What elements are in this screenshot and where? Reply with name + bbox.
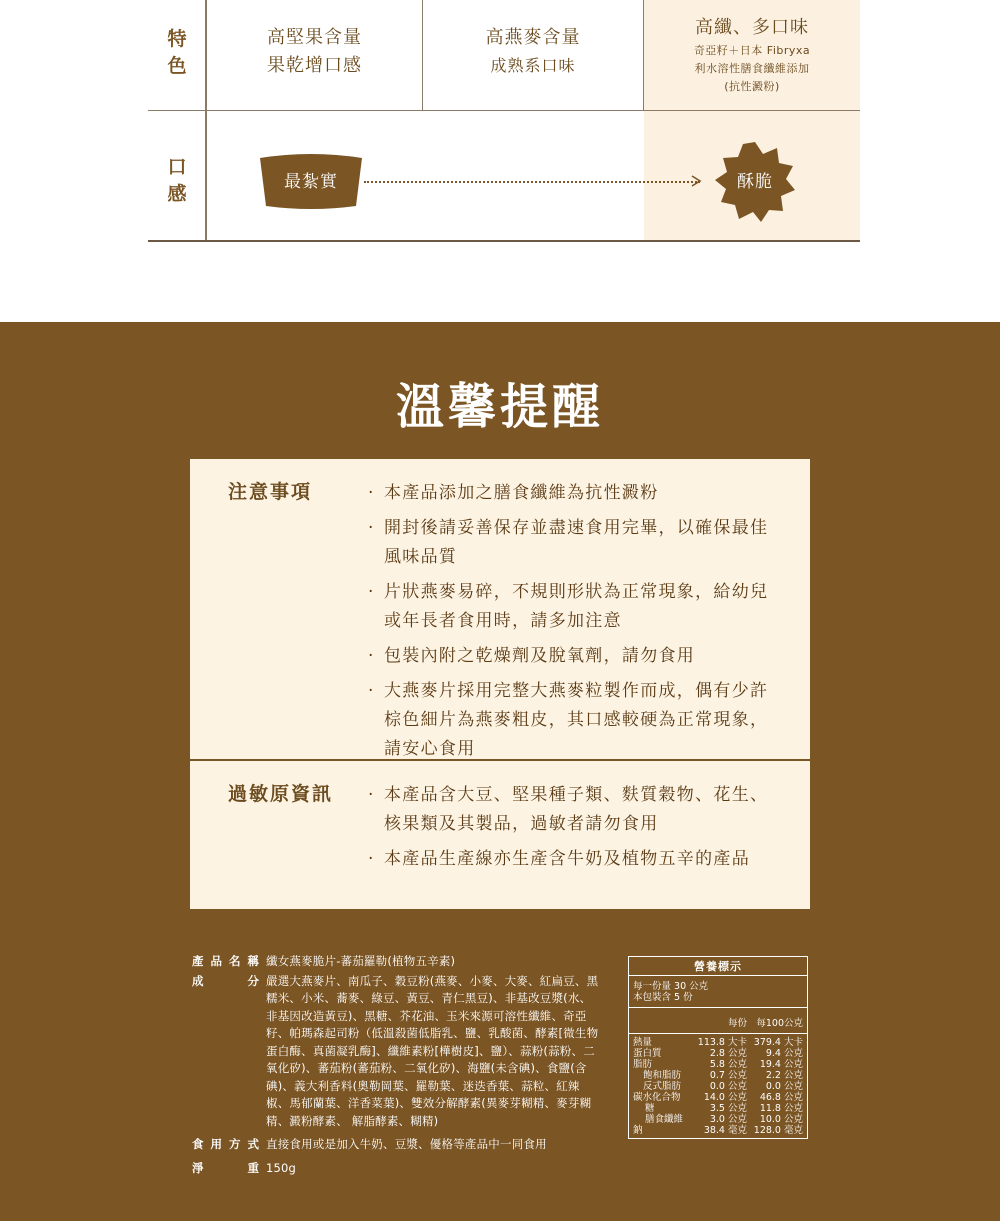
per-100g-value: 10.0 公克 [759,1114,803,1125]
nutrition-title: 營養標示 [629,957,807,976]
per-serving-value: 0.0 公克 [709,1081,747,1092]
texture-crisp-label: 酥脆 [737,172,773,192]
per-100g-value: 2.2 公克 [765,1070,803,1081]
list-item: · 開封後請妥善保存並盡速食用完畢，以確保最佳風味品質 [368,518,769,567]
allergen-card [190,761,810,909]
table-row [633,1092,803,1103]
nutrient-name: 反式脂肪 [643,1081,682,1092]
comparison-table [0,0,1000,322]
nutrient-name: 鈉 [633,1125,643,1136]
per-serving-value: 0.7 公克 [709,1070,747,1081]
per-100g-value: 46.8 公克 [759,1092,803,1103]
texture-dense-label: 最紮實 [284,172,338,192]
feature-cell-nut: 高堅果含量 果乾增口感 [267,27,362,76]
table-row [633,1037,803,1048]
nutrient-name: 碳水化合物 [633,1092,681,1103]
reminder-title: 溫馨提醒 [395,379,604,435]
nutrition-rows [629,1034,807,1138]
usage-row: 食用方式 直接食用或是加入牛奶、豆漿、優格等產品中一同食用 [192,1136,600,1154]
weight-row: 淨 重 150g [192,1160,600,1178]
row-label-texture: 口 感 [167,156,187,205]
table-bottom-border [148,240,860,242]
table-row [633,1125,803,1136]
allergen-heading: 過敏原資訊 [228,783,334,805]
per-serving-value: 5.8 公克 [709,1059,747,1070]
serving-info: 每一份量 30 公克 本包裝含 5 份 [629,976,807,1008]
per-100g-value: 379.4 大卡 [753,1037,803,1048]
per-serving-value: 113.8 大卡 [697,1037,747,1048]
table-row [633,1070,803,1081]
texture-arrow-line [364,181,700,183]
per-serving-value: 2.8 公克 [709,1048,747,1059]
row-label-features: 特 色 [167,28,187,77]
table-row [633,1081,803,1092]
notice-card [190,459,810,759]
per-serving-value: 38.4 毫克 [703,1125,747,1136]
net-weight: 150g [266,1160,297,1175]
per-100g-value: 11.8 公克 [759,1103,803,1114]
row-divider [148,110,860,111]
notice-list [368,479,778,770]
feature-cell-oat: 高燕麥含量 成熟系口味 [485,27,581,75]
usage: 直接食用或是加入牛奶、豆漿、優格等產品中一同食用 [266,1137,547,1151]
product-info [192,953,600,1179]
table-row [633,1059,803,1070]
list-item: · 包裝內附之乾燥劑及脫氧劑，請勿食用 [368,646,696,666]
nutrient-name: 脂肪 [633,1059,653,1070]
ingredients: 嚴選大燕麥片、南瓜子、穀豆粉(燕麥、小麥、大麥、紅扁豆、黑糯米、小米、蕎麥、綠豆、黃豆、青仁黑豆)、非基改豆漿(水、非基因改造黃豆)、黑糖、芥花油、玉米來源可溶性纖維、奇亞籽、帕瑪森起司粉（低溫殺菌低脂乳、鹽、乳酸菌、酵素[微生物蛋白酶、真菌凝乳酶]、纖維素粉[樺樹皮]、鹽）、蒜粉(蒜粉、二氧化矽)、蕃茄粉(蕃茄粉、二氧化矽)、海鹽(未含碘)、食鹽(含碘)、義大利香料(奧勒岡葉、羅勒葉、迷迭香葉、蒜粒、紅辣椒、馬郁蘭葉、洋香菜葉)、雙效分解酵素(異麥芽糊精、麥芽糊精、澱粉酵素、 解脂酵素、糊精) [266,973,599,1128]
per-serving-value: 14.0 公克 [703,1092,747,1103]
per-100g-value: 128.0 毫克 [753,1125,803,1136]
list-item: · 大燕麥片採用完整大燕麥粒製作而成，偶有少許棕色細片為燕麥粗皮，其口感較硬為正常現象，請安心食用 [368,681,769,759]
product-name-row: 產品名稱 纖女燕麥脆片-蕃茄羅勒(植物五辛素) [192,953,600,971]
table-row [633,1103,803,1114]
table-row [633,1048,803,1059]
allergen-list [368,781,778,880]
per-100g-value: 9.4 公克 [765,1048,803,1059]
list-item: · 片狀燕麥易碎，不規則形狀為正常現象，給幼兒或年長者食用時，請多加注意 [368,582,769,631]
notice-heading: 注意事項 [228,481,313,503]
list-item: · 本產品含大豆、堅果種子類、麩質穀物、花生、核果類及其製品，過敏者請勿食用 [368,785,769,834]
list-item: · 本產品添加之膳食纖維為抗性澱粉 [368,483,659,503]
nutrition-column-headers: 每份 每100公克 [629,1008,807,1034]
nutrient-name: 飽和脂肪 [643,1070,682,1081]
ingredients-row: 成 分 嚴選大燕麥片、南瓜子、穀豆粉(燕麥、小麥、大麥、紅扁豆、黑糯米、小米、蕎麥、綠豆、黃豆、青仁黑豆)、非基改豆漿(水、非基因改造黃豆)、黑糖、芥花油、玉米來源可溶性纖維、奇亞籽、帕瑪森起司粉（低溫殺菌低脂乳、鹽、乳酸菌、酵素[微生物蛋白酶、真菌凝乳酶]、纖維素粉[樺樹皮]、鹽）、蒜粉(蒜粉、二氧化矽)、蕃茄粉(蕃茄粉、二氧化矽)、海鹽(未含碘)、食鹽(含碘)、義大利香料(奧勒岡葉、羅勒葉、迷迭香葉、蒜粒、紅辣椒、馬郁蘭葉、洋香菜葉)、雙效分解酵素(異麥芽糊精、麥芽糊精、澱粉酵素、 解脂酵素、糊精) [192,973,600,1131]
feature-cell-fiber: 高纖、多口味 奇亞籽＋日本 Fibryxa 利水溶性膳食纖維添加 (抗性澱粉) [693,17,811,93]
nutrient-name: 蛋白質 [633,1048,662,1059]
per-serving-value: 3.0 公克 [709,1114,747,1125]
nutrient-name: 糖 [645,1103,655,1114]
list-item: · 本產品生產線亦生產含牛奶及植物五辛的產品 [368,849,750,869]
per-100g-value: 0.0 公克 [765,1081,803,1092]
arrow-right-icon [690,175,702,187]
nutrient-name: 熱量 [633,1037,653,1048]
product-name: 纖女燕麥脆片-蕃茄羅勒(植物五辛素) [266,954,456,968]
per-100g-value: 19.4 公克 [759,1059,803,1070]
table-row [633,1114,803,1125]
per-serving-value: 3.5 公克 [709,1103,747,1114]
nutrient-name: 膳食纖維 [645,1114,684,1125]
nutrition-table [628,956,808,1139]
